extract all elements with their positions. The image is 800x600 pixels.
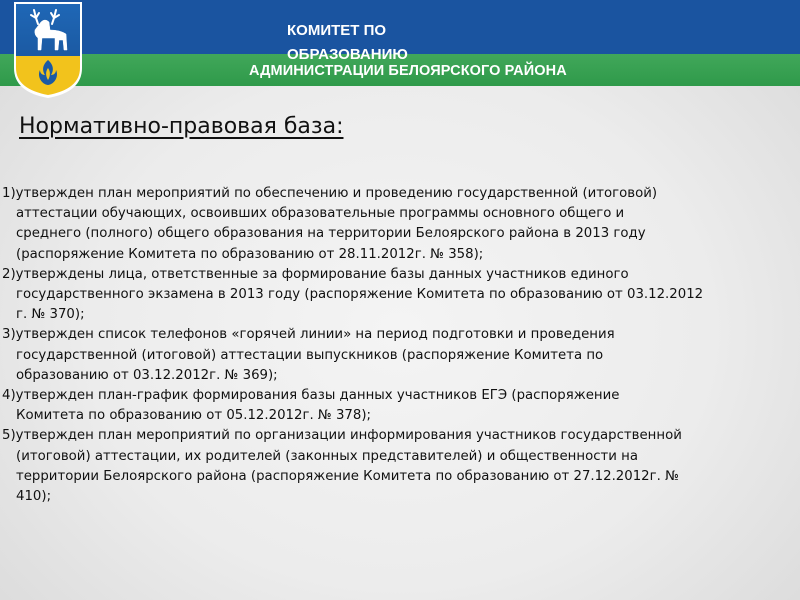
page-title: Нормативно-правовая база: — [19, 114, 344, 139]
organization-name-line1: КОМИТЕТ ПО ОБРАЗОВАНИЮ — [287, 22, 408, 63]
list-item — [2, 386, 792, 426]
list-item — [2, 426, 792, 507]
list-item-line: Комитета по образованию от 05.12.2012г. № 378); — [16, 408, 372, 424]
list-item-line: 2)утверждены лица, ответственные за формирование базы данных участников единого — [2, 266, 629, 282]
list-item — [2, 265, 792, 326]
list-item-line: образованию от 03.12.2012г. № 369); — [16, 367, 278, 383]
list-item-line: г. № 370); — [16, 307, 85, 323]
list-item-line: 4)утвержден план-график формирования базы данных участников ЕГЭ (распоряжение — [2, 388, 620, 404]
list-item-line: государственной (итоговой) аттестации выпускников (распоряжение Комитета по — [16, 347, 604, 363]
list-item-line: 3)утвержден список телефонов «горячей линии» на период подготовки и проведения — [2, 327, 615, 343]
organization-name-line2: АДМИНИСТРАЦИИ БЕЛОЯРСКОГО РАЙОНА — [249, 63, 567, 79]
list-item-line: аттестации обучающих, освоивших образовательные программы основного общего и — [16, 206, 625, 222]
list-item-line: территории Белоярского района (распоряжение Комитета по образованию от 27.12.2012г. № — [16, 468, 679, 484]
list-item-line: среднего (полного) общего образования на территории Белоярского района в 2013 году — [16, 226, 646, 242]
list-item-line: (распоряжение Комитета по образованию от 28.11.2012г. № 358); — [16, 246, 484, 262]
list-item-line: государственного экзамена в 2013 году (распоряжение Комитета по образованию от 03.12.2012 — [16, 287, 704, 303]
list-item-line: 5)утвержден план мероприятий по организации информирования участников государственной — [2, 428, 682, 444]
coat-of-arms-logo — [12, 0, 84, 100]
list-item — [2, 325, 792, 386]
list-item — [2, 184, 792, 265]
list-item-line: 1)утвержден план мероприятий по обеспечению и проведению государственной (итоговой) — [2, 186, 658, 201]
regulations-list — [2, 184, 792, 507]
list-item-line: 410); — [16, 489, 52, 505]
list-item-line: (итоговой) аттестации, их родителей (законных представителей) и общественности на — [16, 448, 638, 464]
